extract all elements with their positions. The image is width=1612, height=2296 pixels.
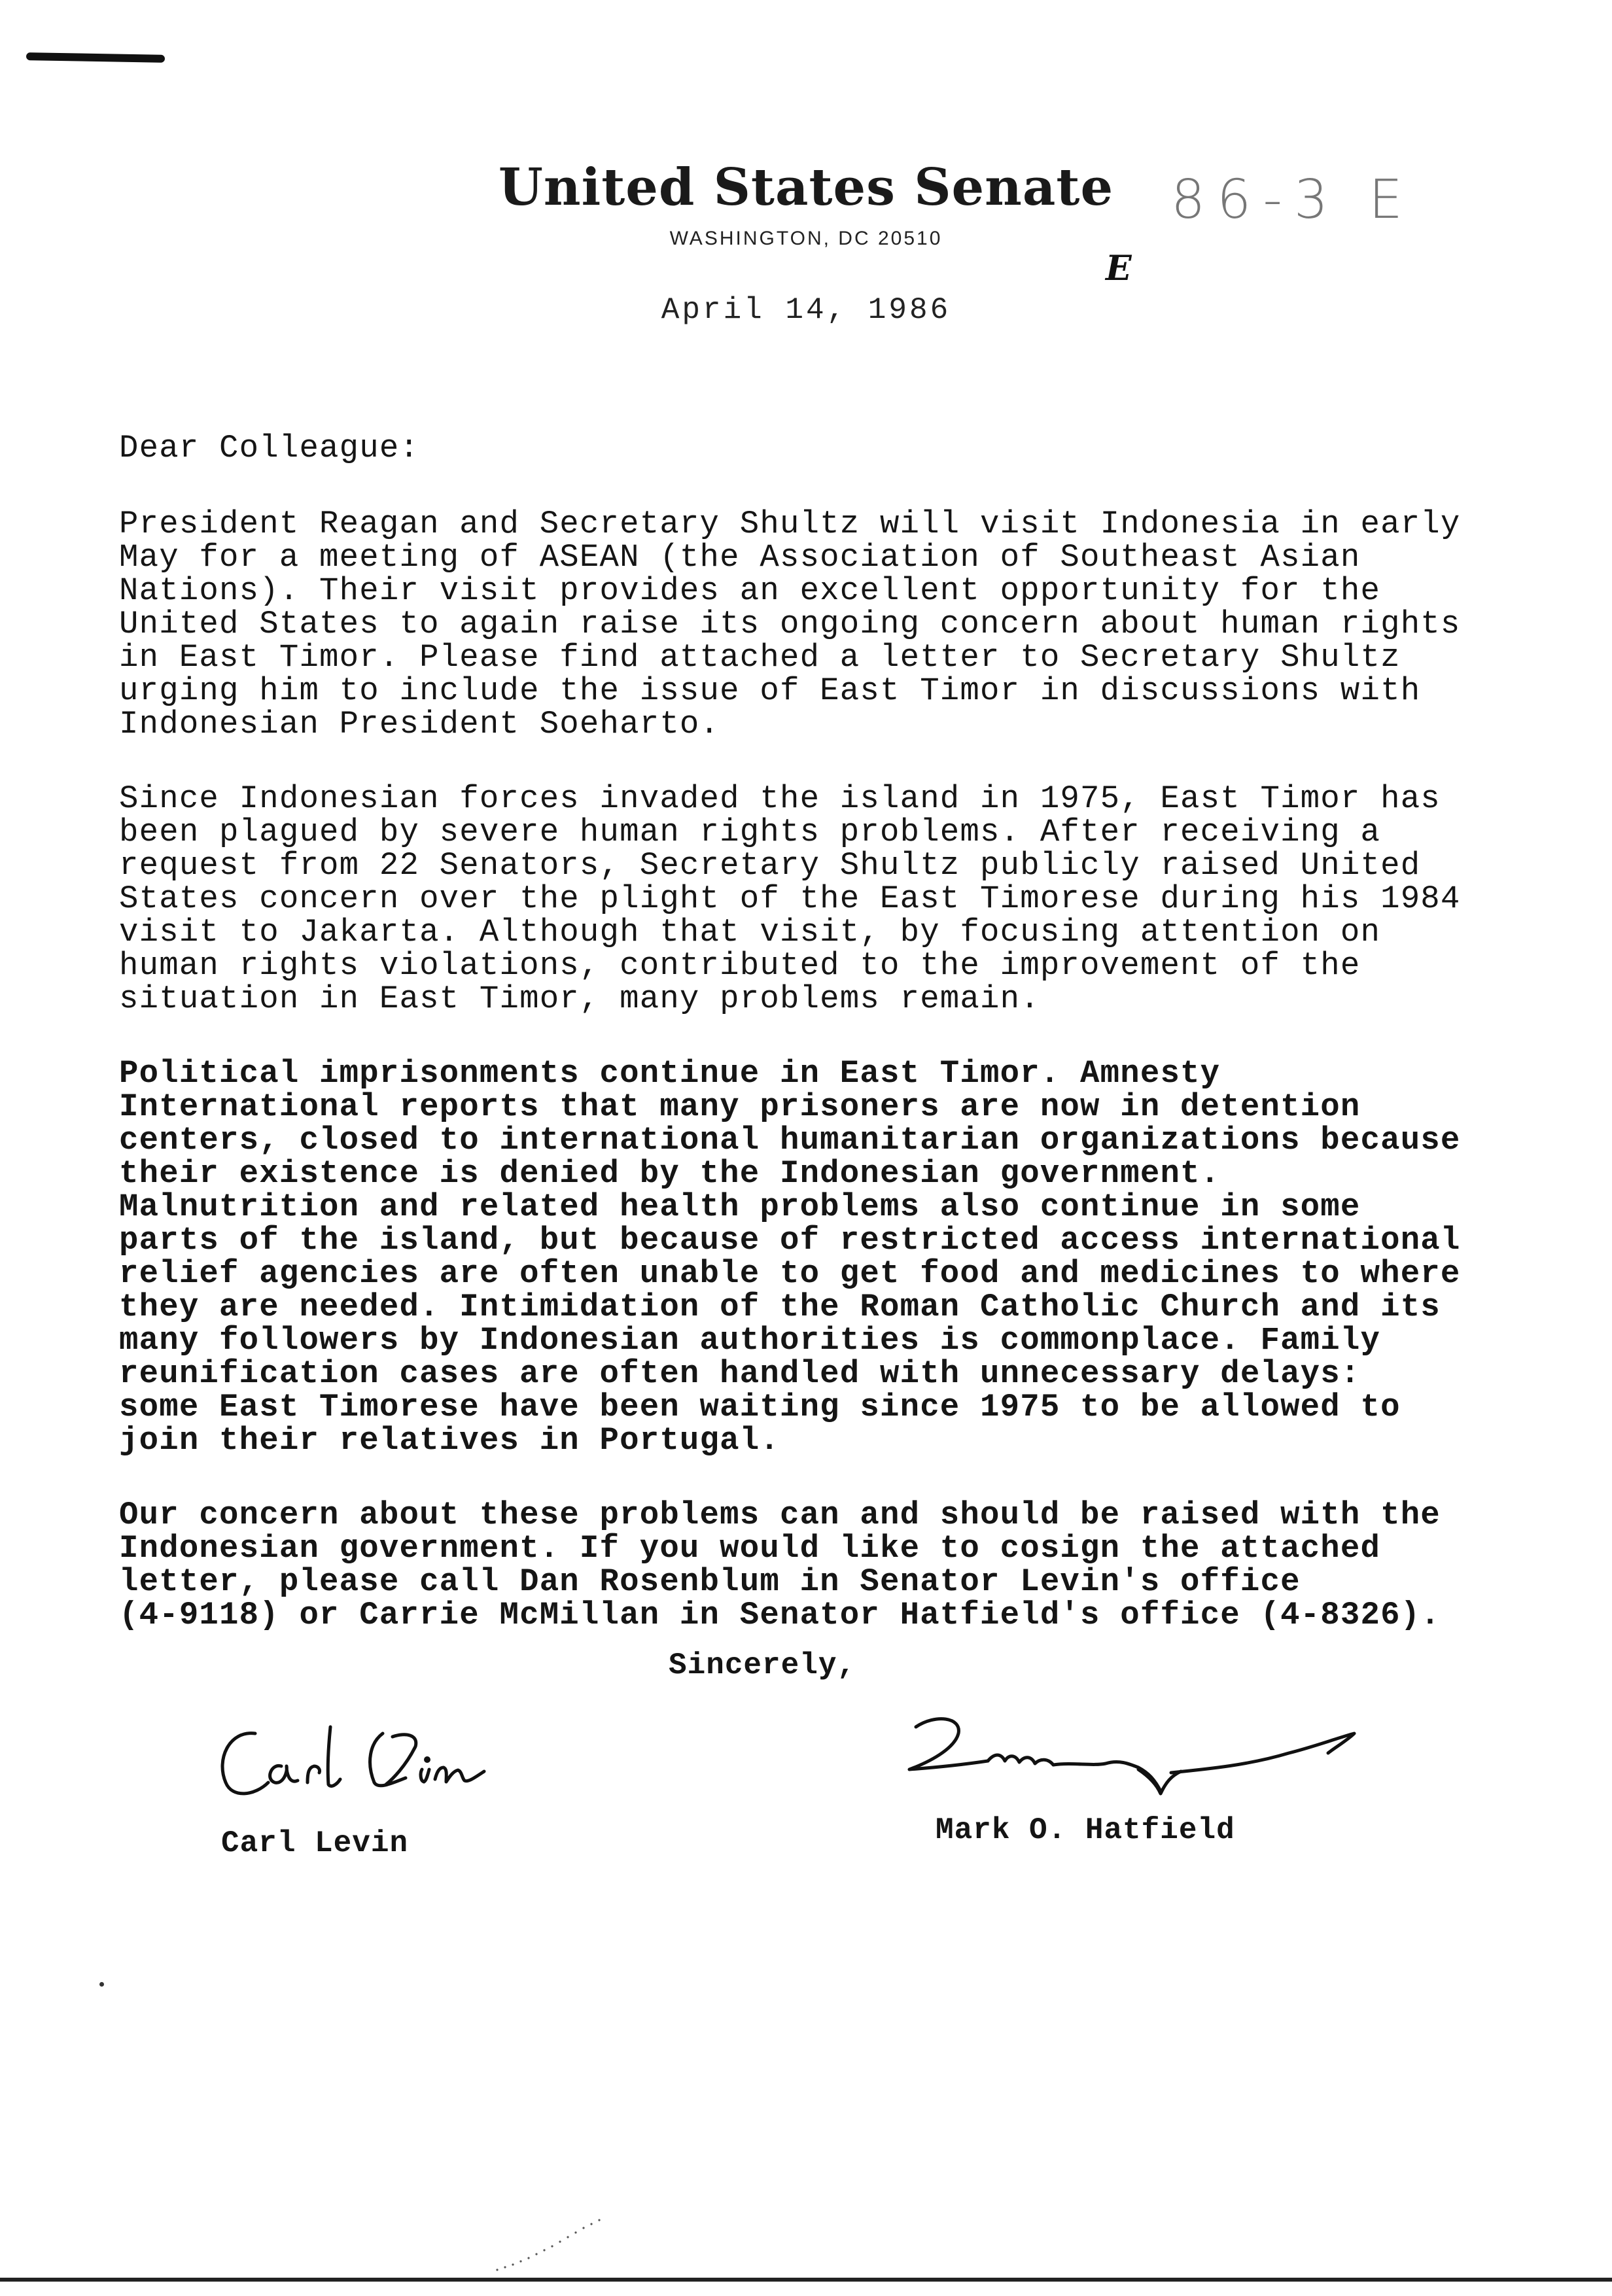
letterhead-address: WASHINGTON, DC 20510 [669,228,943,249]
paragraph-problems: Political imprisonments continue in East Timor. Amnesty International reports that many prisoners are now in detention centers, closed to international humanitarian organizations because their existence is denied by the Indonesian government. Malnutrition and related health problems also continue in some parts of the island, but because of restricted access international relief agencies are often unable to get food and medicines to where they are needed. Intimidation of the Roman Catholic Church and its many followers by Indonesian authorities is commonplace. Family reunification cases are often handled with unnecessary delays: some East Timorese have been waiting since 1975 to be allowed to join their relatives in Portugal. [119,1055,1461,1459]
paragraph-history: Since Indonesian forces invaded the island in 1975, East Timor has been plagued by severe human rights problems. After receiving a request from 22 Senators, Secretary Shultz publicly raised United States concern over the plight of the East Timorese during his 1984 visit to Jakarta. Although that visit, by focusing attention on human rights violations, contributed to the improvement of the situation in East Timor, many problems remain. [119,780,1461,1017]
signer-name-hatfield: Mark O. Hatfield [936,1813,1235,1847]
scan-dot-trail [484,2211,615,2276]
signature-hatfield [896,1707,1380,1818]
letter-date: April 14, 1986 [661,293,951,327]
paragraph-request: Our concern about these problems can and should be raised with the Indonesian government. If you would like to cosign the attached letter, please call Dan Rosenblum in Senator Levin's office (4-9118) or Carrie McMillan in Senator Hatfield's office (4-8326). [119,1497,1441,1633]
signature-levin [209,1707,497,1812]
corner-pen-mark [26,52,165,63]
bottom-edge-line [0,2278,1612,2282]
closing: Sincerely, [669,1648,856,1682]
letterhead-title: United States Senate [498,158,1114,217]
letter-body [119,432,1513,1673]
handwritten-file-code: 86-3 E [1171,169,1414,231]
handwritten-mark: E [1106,249,1132,288]
paragraph-visit: President Reagan and Secretary Shultz will visit Indonesia in early May for a meeting of ASEAN (the Association of Southeast Asian Nations). Their visit provides an excellent opportunity for the United States to again raise its ongoing concern about human rights in East Timor. Please find attached a letter to Secretary Shultz urging him to include the issue of East Timor in discussions with Indonesian President Soeharto. [119,506,1461,742]
salutation: Dear Colleague: [119,430,420,466]
scan-speck [99,1982,104,1987]
signer-name-levin: Carl Levin [221,1826,409,1860]
